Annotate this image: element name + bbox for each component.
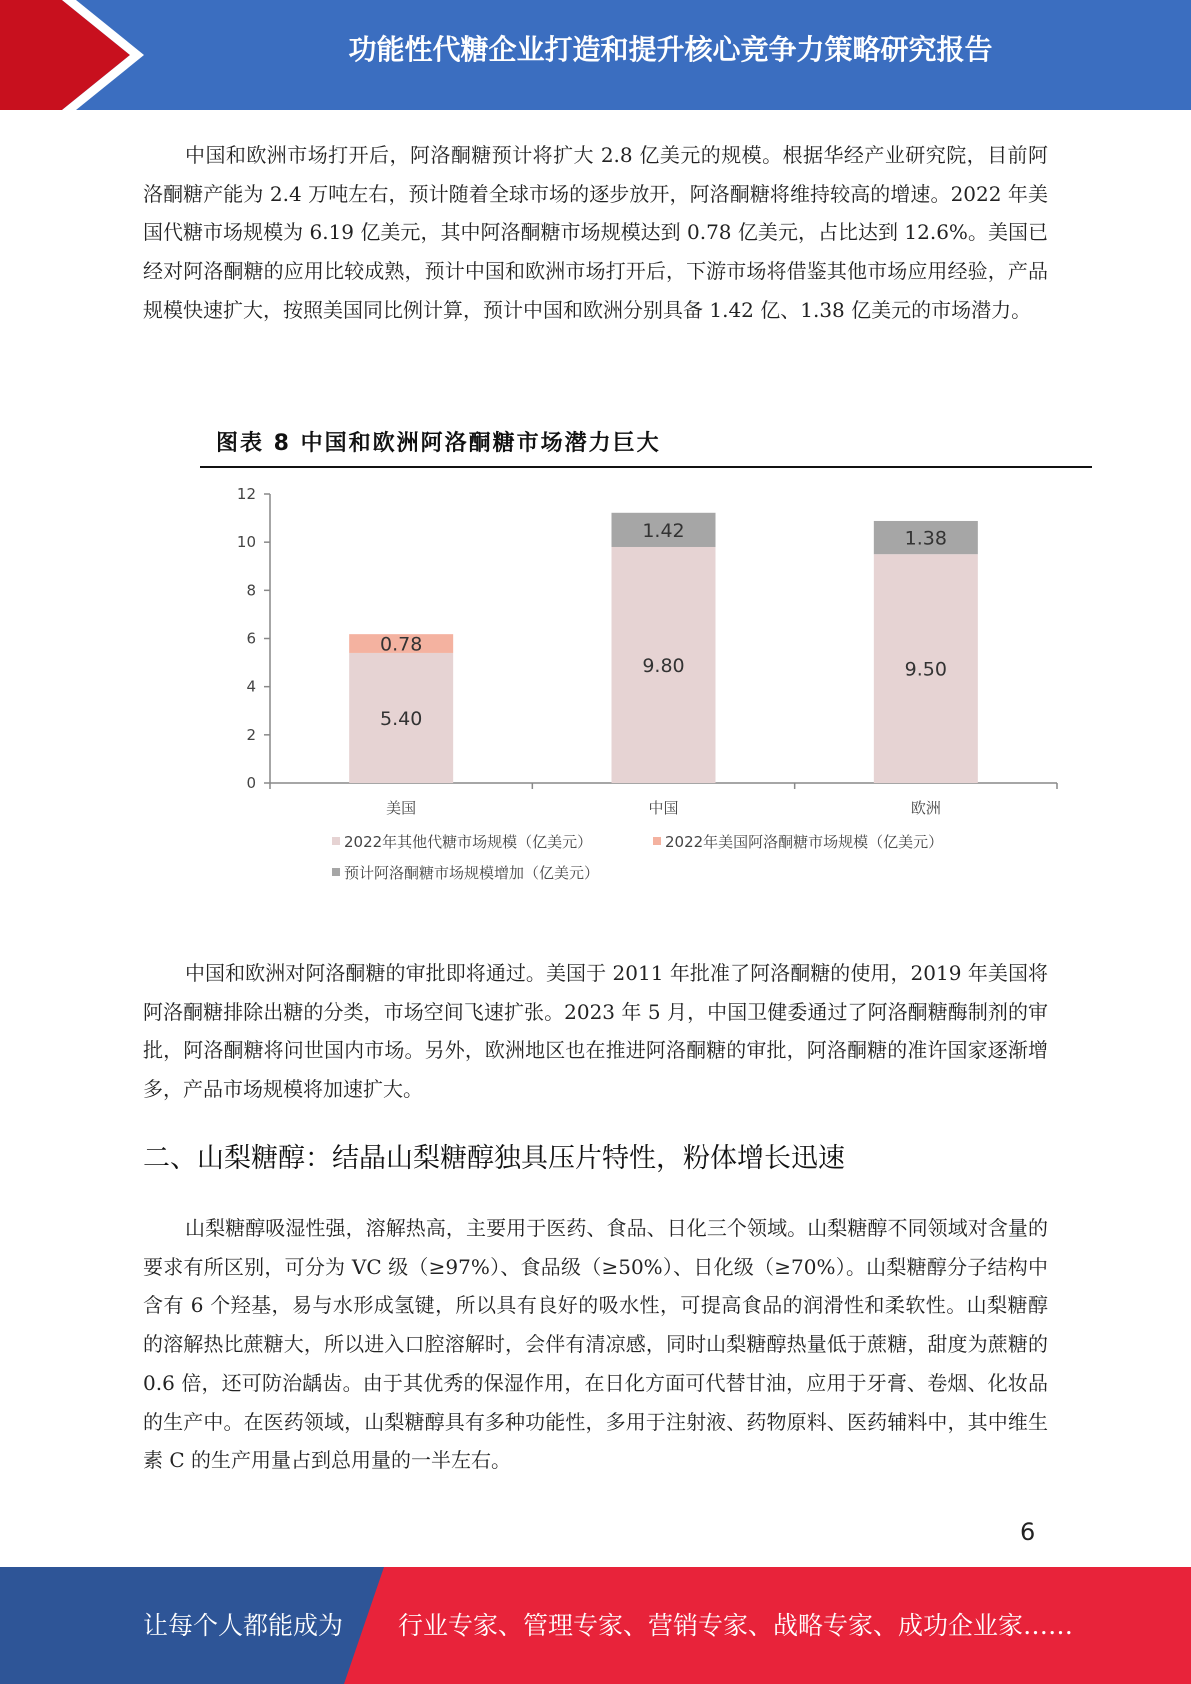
legend-swatch: [332, 868, 340, 876]
body-paragraph-2: 中国和欧洲对阿洛酮糖的审批即将通过。美国于 2011 年批准了阿洛酮糖的使用，2019 年美国将阿洛酮糖排除出糖的分类，市场空间飞速扩张。2023 年 5 月，中国卫健委通过了阿洛酮糖酶制剂的审批，阿洛酮糖将问世国内市场。另外，欧洲地区也在推进阿洛酮糖的审批，阿洛酮糖的准许国家逐渐增多，产品市场规模将加速扩大。: [143, 961, 1048, 1102]
data-label: 0.78: [380, 633, 423, 656]
legend-swatch: [332, 837, 340, 845]
data-label: 9.50: [904, 658, 947, 681]
y-tick-label: 0: [246, 774, 256, 792]
data-label: 5.40: [380, 707, 423, 730]
page-number: 6: [1020, 1518, 1036, 1546]
body-paragraph-3: 山梨糖醇吸湿性强，溶解热高，主要用于医药、食品、日化三个领域。山梨糖醇不同领域对含量的要求有所区别，可分为 VC 级（≥97%）、食品级（≥50%）、日化级（≥70%）。山梨糖醇分子结构中含有 6 个羟基，易与水形成氢键，所以具有良好的吸水性，可提高食品的润滑性和柔软性。山梨糖醇的溶解热比蔗糖大，所以进入口腔溶解时，会伴有清凉感，同时山梨糖醇热量低于蔗糖，甜度为蔗糖的 0.6 倍，还可防治龋齿。由于其优秀的保湿作用，在日化方面可代替甘油，应用于牙膏、卷烟、化妆品的生产中。在医药领域，山梨糖醇具有多种功能性，多用于注射液、药物原料、医药辅料中，其中维生素 C 的生产用量占到总用量的一半左右。: [143, 1216, 1048, 1473]
legend-entry: 2022年美国阿洛酮糖市场规模（亿美元）: [665, 833, 944, 851]
data-label: 1.38: [904, 527, 947, 550]
x-tick-label: 欧洲: [910, 799, 941, 817]
y-tick-label: 2: [246, 725, 256, 744]
figure-title-rule: [200, 466, 1092, 468]
legend-entry: 预计阿洛酮糖市场规模增加（亿美元）: [344, 864, 600, 882]
y-tick-label: 6: [246, 629, 256, 648]
legend-entry: 2022年其他代糖市场规模（亿美元）: [344, 833, 593, 851]
page-footer: [0, 1567, 1191, 1684]
body-paragraph-1: 中国和欧洲市场打开后，阿洛酮糖预计将扩大 2.8 亿美元的规模。根据华经产业研究院，目前阿洛酮糖产能为 2.4 万吨左右，预计随着全球市场的逐步放开，阿洛酮糖将维持较高的增速。2022 年美国代糖市场规模为 6.19 亿美元，其中阿洛酮糖市场规模达到 0.78 亿美元，占比达到 12.6%。美国已经对阿洛酮糖的应用比较成熟，预计中国和欧洲市场打开后，下游市场将借鉴其他市场应用经验，产品规模快速扩大，按照美国同比例计算，预计中国和欧洲分别具备 1.42 亿、1.38 亿美元的市场潜力。: [143, 143, 1048, 322]
legend-swatch: [653, 837, 661, 845]
y-tick-label: 8: [246, 581, 256, 600]
y-tick-label: 12: [236, 485, 256, 503]
y-tick-label: 4: [246, 677, 256, 696]
section-heading: 二、山梨糖醇：结晶山梨糖醇独具压片特性，粉体增长迅速: [143, 1143, 845, 1174]
footer-slogan-right: 行业专家、管理专家、营销专家、战略专家、成功企业家……: [398, 1611, 1074, 1640]
data-label: 9.80: [642, 654, 685, 677]
figure-title: 图表 8 中国和欧洲阿洛酮糖市场潜力巨大: [216, 431, 661, 456]
page-header: [0, 0, 1191, 110]
x-tick-label: 美国: [386, 799, 417, 817]
footer-slogan-left: 让每个人都能成为: [143, 1611, 344, 1640]
stacked-bar-chart: [200, 475, 1092, 895]
data-label: 1.42: [642, 519, 685, 542]
x-tick-label: 中国: [648, 799, 679, 817]
report-title: 功能性代糖企业打造和提升核心竞争力策略研究报告: [348, 33, 993, 66]
y-tick-label: 10: [236, 533, 256, 552]
